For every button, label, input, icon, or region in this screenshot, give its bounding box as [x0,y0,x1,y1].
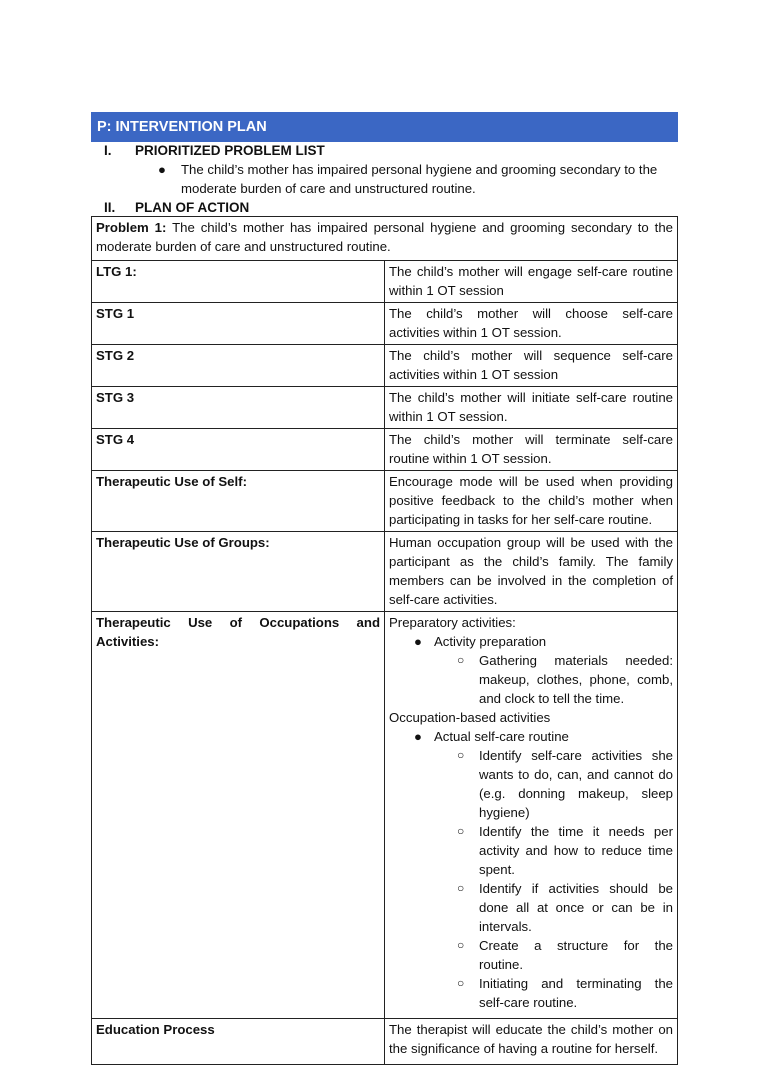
row-text: Human occupation group will be used with the participant as the child’s family. The family members can be involved in the completion of self-care activities. [385,532,678,612]
row-label: STG 2 [92,345,385,387]
table-row [92,532,678,612]
table-row [92,345,678,387]
table-row [92,471,678,532]
table-row [92,1019,678,1065]
row-label: STG 4 [92,429,385,471]
row-text: The child’s mother will sequence self-care activities within 1 OT session [385,345,678,387]
occupation-sub-item: Create a structure for the routine. [479,938,673,972]
bullet-icon: ● [414,729,422,744]
education-label: Education Process [92,1019,385,1065]
education-text: The therapist will educate the child’s mother on the significance of having a routine for herself. [385,1019,678,1065]
row-text: The child’s mother will engage self-care routine within 1 OT session [385,261,678,303]
table-row [92,261,678,303]
preparatory-item: Activity preparation [434,634,547,649]
section-header: P: INTERVENTION PLAN [91,112,678,142]
plan-of-action-numeral: II. [104,200,116,215]
table-row [92,217,678,261]
table-row [92,612,678,1019]
list-item [389,651,673,708]
list-item [389,632,673,651]
sub-bullet-icon: ○ [457,653,465,667]
bullet-icon: ● [414,634,422,649]
problem-list-item [91,160,678,198]
problem-list-item-text: The child’s mother has impaired personal hygiene and grooming secondary to the moderate burden of care and unstructured routine. [181,162,658,196]
problem-list-numeral: I. [104,143,112,158]
row-label: Therapeutic Use of Groups: [92,532,385,612]
sub-bullet-icon: ○ [457,881,465,895]
occupation-sub-item: Identify self-care activities she wants to do, can, and cannot do (e.g. donning makeup, sleep hygiene) [479,748,673,820]
plan-of-action-title: PLAN OF ACTION [135,200,250,215]
occupations-cell [385,612,678,1019]
occupation-sub-item: Identify if activities should be done all at once or can be in intervals. [479,881,673,934]
occupation-heading: Occupation-based activities [389,710,551,725]
list-item [389,727,673,746]
sub-bullet-icon: ○ [457,748,465,762]
occupation-sub-item: Identify the time it needs per activity and how to reduce time spent. [479,824,673,877]
problem-list-title: PRIORITIZED PROBLEM LIST [135,143,325,158]
problem-text: The child’s mother has impaired personal hygiene and grooming secondary to the moderate burden of care and unstructured routine. [96,220,673,254]
list-item [389,936,673,974]
document-page [91,112,678,1056]
row-label: STG 1 [92,303,385,345]
sub-bullet-icon: ○ [457,824,465,838]
problem-label: Problem 1: [96,220,167,235]
list-item [389,822,673,879]
list-item [389,746,673,822]
row-text: The child’s mother will initiate self-care routine within 1 OT session. [385,387,678,429]
sub-bullet-icon: ○ [457,976,465,990]
table-row [92,387,678,429]
plan-table [91,216,678,1065]
preparatory-sub-item: Gathering materials needed: makeup, clothes, phone, comb, and clock to tell the time. [479,653,673,706]
problem-list-heading [91,142,678,160]
plan-of-action-heading [91,199,678,217]
row-text: The child’s mother will choose self-care activities within 1 OT session. [385,303,678,345]
bullet-icon: ● [158,162,166,177]
occupation-item: Actual self-care routine [434,729,569,744]
table-row [92,429,678,471]
list-item [389,879,673,936]
row-label: STG 3 [92,387,385,429]
sub-bullet-icon: ○ [457,938,465,952]
preparatory-heading: Preparatory activities: [389,615,516,630]
list-item [389,974,673,1012]
row-text: The child’s mother will terminate self-care routine within 1 OT session. [385,429,678,471]
occupations-label: Therapeutic Use of Occupations and Activities: [92,612,385,1019]
occupation-sub-item: Initiating and terminating the self-care routine. [479,976,673,1010]
row-label: LTG 1: [92,261,385,303]
row-label: Therapeutic Use of Self: [92,471,385,532]
table-row [92,303,678,345]
row-text: Encourage mode will be used when providing positive feedback to the child’s mother when participating in tasks for her self-care routine. [385,471,678,532]
problem-cell [92,217,678,261]
